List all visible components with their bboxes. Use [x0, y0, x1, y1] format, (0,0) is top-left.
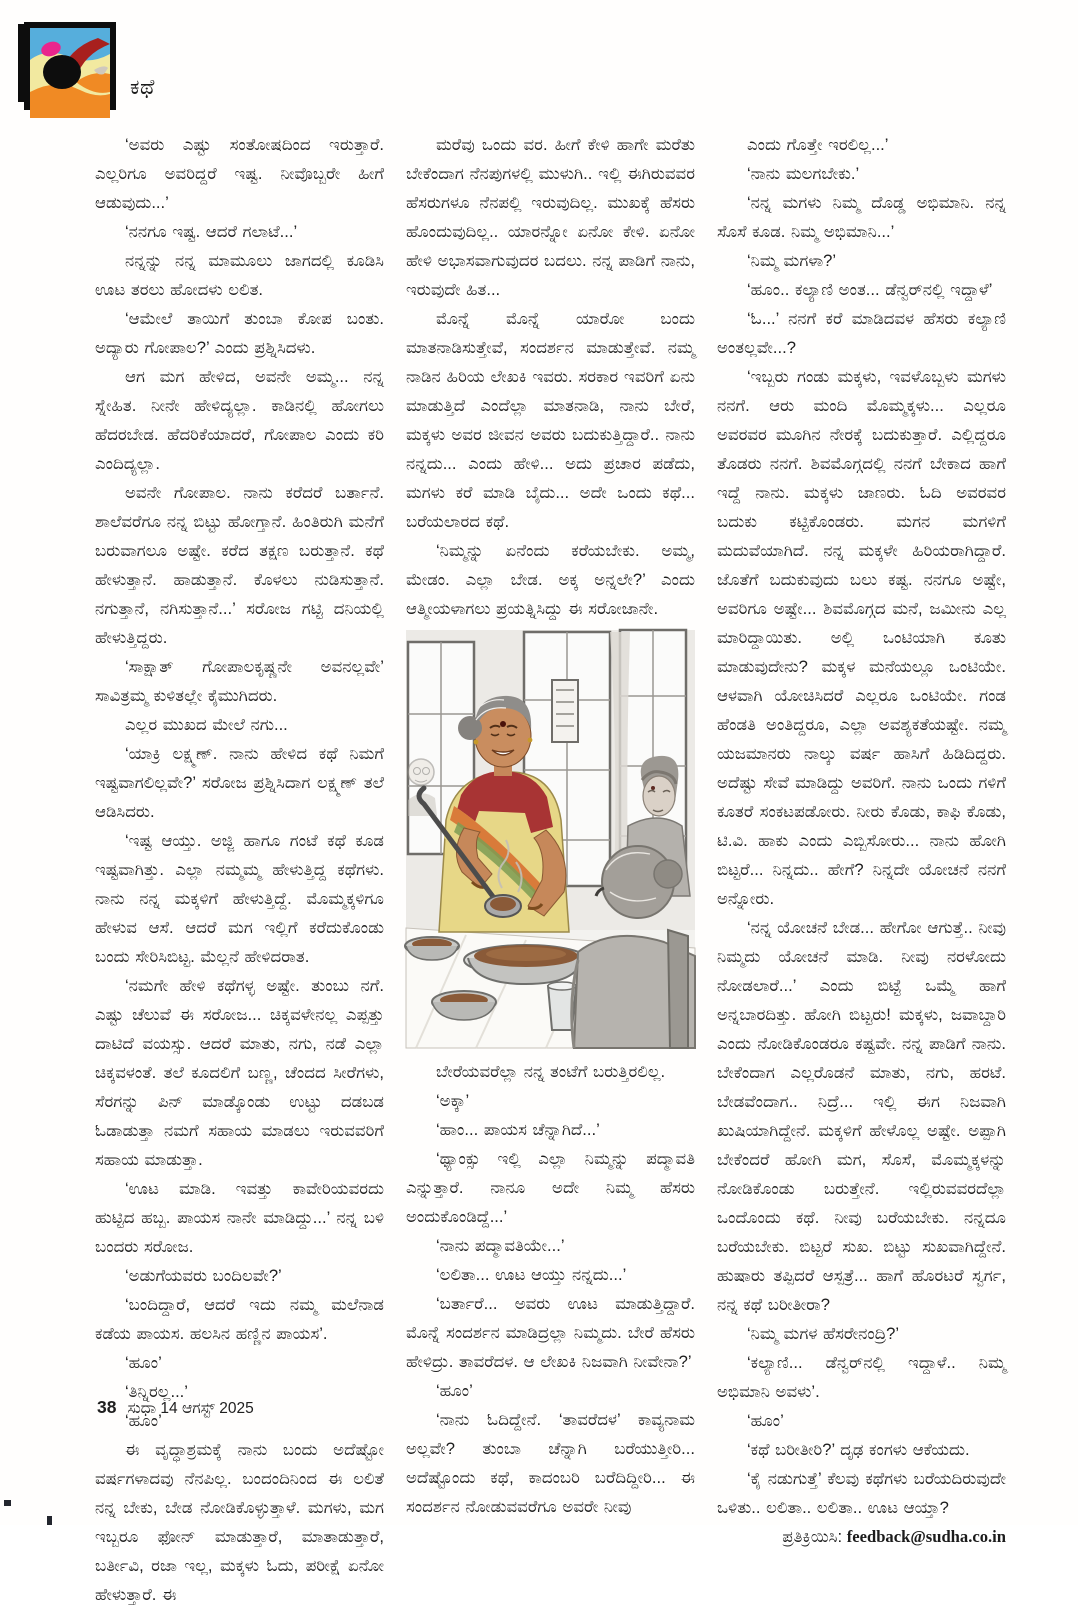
story-paragraph: ಮೊನ್ನೆ ಮೊನ್ನೆ ಯಾರೋ ಬಂದು ಮಾತನಾಡಿಸುತ್ತೇವೆ, ಸಂದರ್ಶನ ಮಾಡುತ್ತೇವೆ. ನಮ್ಮ ನಾಡಿನ ಹಿರಿಯ ಲೇಖಕಿ ಇವರು. ಸರಕಾರ ಇವರಿಗೆ ಏನು ಮಾಡುತ್ತಿದೆ ಎಂದೆಲ್ಲಾ ಮಾತನಾಡಿ, ನಾನು ಬೇರೆ, ಮಕ್ಕಳು ಅವರ ಜೀವನ ಅವರು ಬದುಕುತ್ತಿದ್ದಾರೆ.. ನಾನು ನನ್ನದು... ಎಂದು ಹೇಳಿ... ಅದು ಪ್ರಚಾರ ಪಡೆದು, ಮಗಳು ಕರೆ ಮಾಡಿ ಬೈದು... ಅದೇ ಒಂದು ಕಥೆ... ಬರೆಯಲಾರದ ಕಥೆ. [406, 309, 695, 531]
story-paragraph: ‘ನಿಮ್ಮ ಮಗಳ ಹೆಸರೇನಂದ್ರಿ?’ [747, 1324, 900, 1343]
story-paragraph: ‘ಥ್ಯಾಂಕ್ಸು ಇಲ್ಲಿ ಎಲ್ಲಾ ನಿಮ್ಮನ್ನು ಪದ್ಮಾವತಿ ಎನ್ನುತ್ತಾರೆ. ನಾನೂ ಅದೇ ನಿಮ್ಮ ಹೆಸರು ಅಂದುಕೊಂಡಿದ್ದೆ...’ [406, 1149, 695, 1226]
print-mark [47, 1516, 52, 1525]
abstract-art-logo-icon [18, 22, 128, 126]
story-paragraph: ಅವನೇ ಗೋಪಾಲ. ನಾನು ಕರೆದರೆ ಬರ್ತಾನೆ. ಶಾಲೆವರೆಗೂ ನನ್ನ ಬಿಟ್ಟು ಹೋಗ್ತಾನೆ. ಹಿಂತಿರುಗಿ ಮನೆಗೆ ಬರುವಾಗಲೂ ಅಷ್ಟೇ. ಕರೆದ ತಕ್ಷಣ ಬರುತ್ತಾನೆ. ಕಥೆ ಹೇಳುತ್ತಾನೆ. ಹಾಡುತ್ತಾನೆ. ಕೊಳಲು ನುಡಿಸುತ್ತಾನೆ. ನಗುತ್ತಾನೆ, ನಗಿಸುತ್ತಾನೆ...’ ಸರೋಜ ಗಟ್ಟಿ ದನಿಯಲ್ಲಿ ಹೇಳುತ್ತಿದ್ದರು. [95, 483, 384, 647]
story-paragraph: ‘ಬರ್ತಾರೆ... ಅವರು ಊಟ ಮಾಡುತ್ತಿದ್ದಾರೆ. ಮೊನ್ನೆ ಸಂದರ್ಶನ ಮಾಡಿದ್ರಲ್ಲಾ ನಿಮ್ಮದು. ಬೇರೆ ಹೆಸರು ಹೇಳಿದ್ರು. ತಾವರೆದಳ. ಆ ಲೇಖಕಿ ನಿಜವಾಗಿ ನೀವೇನಾ?’ [406, 1294, 695, 1371]
issue-date: ಸುಧಾ 14 ಆಗಸ್ಟ್ 2025 [127, 1400, 254, 1417]
story-column-3 [717, 130, 1006, 1546]
story-paragraph: ‘ಹಾಂ... ಪಾಯಸ ಚೆನ್ನಾಗಿದೆ...’ [436, 1120, 600, 1139]
page-footer [97, 1397, 254, 1418]
story-paragraph: ‘ಅಡುಗೆಯವರು ಬಂದಿಲವೇ?’ [125, 1266, 282, 1285]
feedback-label: ಪ್ರತಿಕ್ರಿಯಿಸಿ: [782, 1527, 847, 1546]
story-paragraph: ‘ಸಾಕ್ಷಾತ್ ಗೋಪಾಲಕೃಷ್ಣನೇ ಅವನಲ್ಲವೇ’ ಸಾವಿತ್ರಮ್ಮ ಕುಳಿತಲ್ಲೇ ಕೈಮುಗಿದರು. [95, 657, 384, 705]
story-paragraph: ‘ನನ್ನ ಮಗಳು ನಿಮ್ಮ ದೊಡ್ಡ ಅಭಿಮಾನಿ. ನನ್ನ ಸೊಸೆ ಕೂಡ. ನಿಮ್ಮ ಅಭಿಮಾನಿ...’ [717, 193, 1006, 241]
story-paragraph: ‘ನಿಮ್ಮ ಮಗಳಾ?’ [747, 251, 837, 270]
print-mark [4, 1500, 11, 1506]
story-paragraph: ಈ ವೃದ್ಧಾಶ್ರಮಕ್ಕೆ ನಾನು ಬಂದು ಅದೆಷ್ಟೋ ವರ್ಷಗಳಾದವು ನೆನಪಿಲ್ಲ. ಬಂದಂದಿನಿಂದ ಈ ಲಲಿತೆ ನನ್ನ ಬೇಕು, ಬೇಡ ನೋಡಿಕೊಳ್ಳುತ್ತಾಳೆ. ಮಗಳು, ಮಗ ಇಬ್ಬರೂ ಫೋನ್ ಮಾಡುತ್ತಾರೆ, ಮಾತಾಡುತ್ತಾರೆ, ಬರ್ತೀವಿ, ರಜಾ ಇಲ್ಲ, ಮಕ್ಕಳು ಓದು, ಪರೀಕ್ಷೆ ಏನೋ ಹೇಳುತ್ತಾರೆ. ಈ [95, 1440, 384, 1604]
story-paragraph: ‘ಇಷ್ಟ ಆಯ್ತು. ಅಜ್ಜಿ ಹಾಗೂ ಗಂಟೆ ಕಥೆ ಕೂಡ ಇಷ್ಟವಾಗಿತ್ತು. ಎಲ್ಲಾ ನಮ್ಮಮ್ಮ ಹೇಳುತ್ತಿದ್ದ ಕಥೆಗಳು. ನಾನು ನನ್ನ ಮಕ್ಕಳಿಗೆ ಹೇಳುತ್ತಿದ್ದೆ. ಮೊಮ್ಮಕ್ಕಳಿಗೂ ಹೇಳುವ ಆಸೆ. ಆದರೆ ಮಗ ಇಲ್ಲಿಗೆ ಕರೆದುಕೊಂಡು ಬಂದು ಸೇರಿಸಿಬಿಟ್ಟ. ಮೆಲ್ಲನೆ ಹೇಳಿದರಾತ. [95, 831, 384, 966]
page-number: 38 [97, 1397, 117, 1417]
story-paragraph: ‘ಹೂಂ.. ಕಲ್ಯಾಣಿ ಅಂತ... ಡೆನ್ವರ್‌ನಲ್ಲಿ ಇದ್ದಾಳೆ’ [747, 280, 993, 299]
story-paragraph: ‘ಊಟ ಮಾಡಿ. ಇವತ್ತು ಕಾವೇರಿಯವರದು ಹುಟ್ಟಿದ ಹಬ್ಬ. ಪಾಯಸ ನಾನೇ ಮಾಡಿದ್ದು...’ ನನ್ನ ಬಳಿ ಬಂದರು ಸರೋಜ. [95, 1179, 384, 1256]
story-paragraph: ಎಲ್ಲರ ಮುಖದ ಮೇಲೆ ನಗು... [125, 715, 288, 734]
story-paragraph: ‘ನಾನು ಪದ್ಮಾವತಿಯೇ...’ [436, 1236, 565, 1255]
payasa-bowl-left [405, 937, 459, 960]
story-paragraph: ‘ಅವರು ಎಷ್ಟು ಸಂತೋಷದಿಂದ ಇರುತ್ತಾರೆ. ಎಲ್ಲರಿಗೂ ಅವರಿದ್ದರೆ ಇಷ್ಟ. ನೀವೊಬ್ಬರೇ ಹೀಗೆ ಆಡುವುದು...’ [95, 135, 384, 212]
story-paragraph: ‘ಕಥೆ ಬರೀತೀರಿ?’ ದೃಢ ಕಂಗಳು ಆಕೆಯದು. [747, 1440, 970, 1459]
story-paragraph: ‘ಹೂಂ’ [125, 1411, 162, 1430]
story-paragraph: ‘ನಮಗೇ ಹೇಳಿ ಕಥೆಗಳ್ಳ ಅಷ್ಟೇ. ತುಂಬು ನಗೆ. ಎಷ್ಟು ಚೆಲುವೆ ಈ ಸರೋಜ... ಚಿಕ್ಕವಳೇನಲ್ಲ ಎಪ್ಪತ್ತು ದಾಟಿದೆ ವಯಸ್ಸು. ಆದರೆ ಮಾತು, ನಗು, ನಡೆ ಎಲ್ಲಾ ಚಿಕ್ಕವಳಂತೆ. ತಲೆ ಕೂದಲಿಗೆ ಬಣ್ಣ, ಚೆಂದದ ಸೀರೆಗಳು, ಸೆರಗನ್ನು ಪಿನ್ ಮಾಡ್ಕೊಂಡು ಉಟ್ಟು ದಡಬಡ ಓಡಾಡುತ್ತಾ ನಮಗೆ ಸಹಾಯ ಮಾಡಲು ಇರುವವರಿಗೆ ಸಹಾಯ ಮಾಡುತ್ತಾ. [95, 976, 384, 1169]
feedback-line [717, 1522, 1006, 1551]
story-paragraph: ‘ಆಮೇಲೆ ತಾಯಿಗೆ ತುಂಬಾ ಕೋಪ ಬಂತು. ಅದ್ಯಾರು ಗೋಪಾಲ?’ ಎಂದು ಪ್ರಶ್ನಿಸಿದಳು. [95, 309, 384, 357]
story-paragraph: ನನ್ನನ್ನು ನನ್ನ ಮಾಮೂಲು ಜಾಗದಲ್ಲಿ ಕೂಡಿಸಿ ಊಟ ತರಲು ಹೋದಳು ಲಲಿತ. [95, 251, 384, 299]
story-paragraph: ‘ಲಲಿತಾ... ಊಟ ಆಯ್ತು ನನ್ನದು...’ [436, 1265, 627, 1284]
story-paragraph: ‘ತಿನ್ನಿರಲ್ಲ...’ [125, 1382, 188, 1401]
story-paragraph: ‘ಓ...’ ನನಗೆ ಕರೆ ಮಾಡಿದವಳ ಹೆಸರು ಕಲ್ಯಾಣಿ ಅಂತಲ್ಲವೇ...? [717, 309, 1006, 357]
story-paragraph: ಆಗ ಮಗ ಹೇಳಿದ, ಅವನೇ ಅಮ್ಮ... ನನ್ನ ಸ್ನೇಹಿತ. ನೀನೇ ಹೇಳಿದ್ಯಲ್ಲಾ. ಕಾಡಿನಲ್ಲಿ ಹೋಗಲು ಹೆದರಬೇಡ. ಹೆದರಿಕೆಯಾದರೆ, ಗೋಪಾಲ ಎಂದು ಕರಿ ಎಂದಿದ್ಯಲ್ಲಾ. [95, 367, 384, 473]
story-paragraph: ‘ನಾನು ಮಲಗಬೇಕು.’ [747, 164, 860, 183]
story-paragraph: ‘ಹೂಂ’ [747, 1411, 784, 1430]
story-paragraph: ‘ಕಲ್ಯಾಣಿ... ಡೆನ್ವರ್‌ನಲ್ಲಿ ಇದ್ದಾಳೆ.. ನಿಮ್ಮ ಅಭಿಮಾನಿ ಅವಳು’. [717, 1353, 1006, 1401]
story-paragraph: ‘ಅಕ್ಕಾ’ [436, 1091, 470, 1110]
story-paragraph: ‘ನಾನು ಓದಿದ್ದೇನೆ. ‘ತಾವರೆದಳ’ ಕಾವ್ಯನಾಮ ಅಲ್ಲವೇ? ತುಂಬಾ ಚೆನ್ನಾಗಿ ಬರೆಯುತ್ತೀರಿ... ಅದೆಷ್ಟೊಂದು ಕಥೆ, ಕಾದಂಬರಿ ಬರೆದಿದ್ದೀರಿ... ಈ ಸಂದರ್ಶನ ನೋಡುವವರೆಗೂ ಅವರೇ ನೀವು [406, 1410, 695, 1516]
story-paragraph: ‘ಇಬ್ಬರು ಗಂಡು ಮಕ್ಕಳು, ಇವಳೊಬ್ಬಳು ಮಗಳು ನನಗೆ. ಆರು ಮಂದಿ ಮೊಮ್ಮಕ್ಕಳು... ಎಲ್ಲರೂ ಅವರವರ ಮೂಗಿನ ನೇರಕ್ಕೆ ಬದುಕುತ್ತಾರೆ. ಎಲ್ಲಿದ್ದರೂ ತೊಡರು ನನಗೆ. ಶಿವಮೊಗ್ಗದಲ್ಲಿ ನನಗೆ ಬೇಕಾದ ಹಾಗೆ ಇದ್ದೆ ನಾನು. ಮಕ್ಕಳು ಜಾಣರು. ಓದಿ ಅವರವರ ಬದುಕು ಕಟ್ಟಿಕೊಂಡರು. ಮಗನ ಮಗಳಿಗೆ ಮದುವೆಯಾಗಿದೆ. ನನ್ನ ಮಕ್ಕಳೇ ಹಿರಿಯರಾಗಿದ್ದಾರೆ. ಜೊತೆಗೆ ಬದುಕುವುದು ಬಲು ಕಷ್ಟ. ನನಗೂ ಅಷ್ಟೇ, ಅವರಿಗೂ ಅಷ್ಟೇ... ಶಿವಮೊಗ್ಗದ ಮನೆ, ಜಮೀನು ಎಲ್ಲ ಮಾರಿದ್ದಾಯಿತು. ಅಲ್ಲಿ ಒಂಟಿಯಾಗಿ ಕೂತು ಮಾಡುವುದೇನು? ಮಕ್ಕಳ ಮನೆಯಲ್ಲೂ ಒಂಟಿಯೇ. ಆಳವಾಗಿ ಯೋಚಿಸಿದರೆ ಎಲ್ಲರೂ ಒಂಟಿಯೇ. ಗಂಡ ಹೆಂಡತಿ ಅಂತಿದ್ದರೂ, ಎಲ್ಲಾ ಅವಶ್ಯಕತೆಯಷ್ಟೇ. ನಮ್ಮ ಯಜಮಾನರು ನಾಲ್ಕು ವರ್ಷ ಹಾಸಿಗೆ ಹಿಡಿದಿದ್ದರು. ಅದೆಷ್ಟು ಸೇವೆ ಮಾಡಿದ್ದು ಅವರಿಗೆ. ನಾನು ಒಂದು ಗಳಿಗೆ ಕೂತರೆ ಸಂಕಟಪಡೋರು. ನೀರು ಕೊಡು, ಕಾಫಿ ಕೊಡು, ಟಿ.ವಿ. ಹಾಕು ಎಂದು ಎಬ್ಬಿಸೋರು... ನಾನು ಹೋಗಿ ಬಿಟ್ಟರೆ... ನಿನ್ನದು.. ಹೇಗೆ? ನಿನ್ನದೇ ಯೋಚನೆ ನನಗೆ ಅನ್ನೋರು. [717, 367, 1006, 908]
story-paragraph: ‘ಹೂಂ’ [436, 1381, 473, 1400]
story-paragraph: ‘ನನ್ನ ಯೋಚನೆ ಬೇಡ... ಹೇಗೋ ಆಗುತ್ತೆ.. ನೀವು ನಿಮ್ಮದು ಯೋಚನೆ ಮಾಡಿ. ನೀವು ನರಳೋದು ನೋಡಲಾರೆ...’ ಎಂದು ಬಿಟ್ಟೆ ಒಮ್ಮೆ ಹಾಗೆ ಅನ್ನಬಾರದಿತ್ತು. ಹೋಗಿ ಬಿಟ್ಟರು! ಮಕ್ಕಳು, ಜವಾಬ್ದಾರಿ ಎಂದು ನೋಡಿಕೊಂಡರೂ ಕಷ್ಟವೇ. ನನ್ನ ಪಾಡಿಗೆ ನಾನು. ಬೇಕೆಂದಾಗ ಎಲ್ಲರೊಡನೆ ಮಾತು, ನಗು, ಹರಟೆ. ಬೇಡವೆಂದಾಗ.. ನಿದ್ರೆ... ಇಲ್ಲಿ ಈಗ ನಿಜವಾಗಿ ಖುಷಿಯಾಗಿದ್ದೇನೆ. ಮಕ್ಕಳಿಗೆ ಹೇಳೊಲ್ಲ ಅಷ್ಟೇ. ಅಪ್ಪಾಗಿ ಬೇಕೆಂದರೆ ಹೋಗಿ ಮಗ, ಸೊಸೆ, ಮೊಮ್ಮಕ್ಕಳನ್ನು ನೋಡಿಕೊಂಡು ಬರುತ್ತೇನೆ. ಇಲ್ಲಿರುವವರದೆಲ್ಲಾ ಒಂದೊಂದು ಕಥೆ. ನೀವು ಬರೆಯಬೇಕು. ನನ್ನದೂ ಬರೆಯಬೇಕು. ಬಿಟ್ಟರೆ ಸುಖ. ಬಿಟ್ಟು ಸುಖವಾಗಿದ್ದೇನೆ. ಹುಷಾರು ತಪ್ಪಿದರೆ ಆಸ್ಪತ್ರೆ... ಹಾಗೆ ಹೊರಟರೆ ಸ್ವರ್ಗ, ನನ್ನ ಕಥೆ ಬರೀತೀರಾ? [717, 918, 1006, 1314]
wall-poster [552, 680, 578, 742]
story-column-2 [406, 130, 695, 1516]
story-paragraph: ಎಂದು ಗೊತ್ತೇ ಇರಲಿಲ್ಲ...’ [747, 135, 889, 154]
story-paragraph: ‘ಬಂದಿದ್ದಾರೆ, ಆದರೆ ಇದು ನಮ್ಮ ಮಲೆನಾಡ ಕಡೆಯ ಪಾಯಸ. ಹಲಸಿನ ಹಣ್ಣಿನ ಪಾಯಸ’. [95, 1295, 384, 1343]
story-paragraph: ಬೇರೆಯವರೆಲ್ಲಾ ನನ್ನ ತಂಟೆಗೆ ಬರುತ್ತಿರಲಿಲ್ಲ. [436, 1062, 666, 1081]
story-paragraph: ‘ಯಾಕ್ರಿ ಲಕ್ಷ್ಮಣ್. ನಾನು ಹೇಳಿದ ಕಥೆ ನಿಮಗೆ ಇಷ್ಟವಾಗಲಿಲ್ಲವೇ?’ ಸರೋಜ ಪ್ರಶ್ನಿಸಿದಾಗ ಲಕ್ಷ್ಮಣ್ ತಲೆ ಆಡಿಸಿದರು. [95, 744, 384, 821]
feedback-email[interactable]: feedback@sudha.co.in [846, 1527, 1006, 1546]
story-paragraph: ಮರೆವು ಒಂದು ವರ. ಹೀಗೆ ಕೇಳಿ ಹಾಗೇ ಮರೆತು ಬೇಕೆಂದಾಗ ನೆನಪುಗಳಲ್ಲಿ ಮುಳುಗಿ.. ಇಲ್ಲಿ ಈಗಿರುವವರ ಹೆಸರುಗಳೂ ನೆನಪಲ್ಲಿ ಇರುವುದಿಲ್ಲ. ಮುಖಕ್ಕೆ ಹೆಸರು ಹೊಂದುವುದಿಲ್ಲ.. ಯಾರನ್ನೋ ಏನೋ ಕೇಳಿ. ಏನೋ ಹೇಳಿ ಅಭಾಸವಾಗುವುದರ ಬದಲು. ನನ್ನ ಪಾಡಿಗೆ ನಾನು, ಇರುವುದೇ ಹಿತ... [406, 135, 695, 299]
story-paragraph: ‘ಕೈ ನಡುಗುತ್ತೆ’ ಕೆಲವು ಕಥೆಗಳು ಬರೆಯದಿರುವುದೇ ಒಳಿತು.. ಲಲಿತಾ.. ಲಲಿತಾ.. ಊಟ ಆಯ್ತಾ? [717, 1469, 1006, 1517]
story-section-logo [18, 22, 128, 126]
story-paragraph: ‘ನನಗೂ ಇಷ್ಟ. ಆದರೆ ಗಲಾಟೆ...’ [125, 222, 298, 241]
story-illustration [406, 630, 695, 1048]
story-paragraph: ‘ನಿಮ್ಮನ್ನು ಏನೆಂದು ಕರೆಯಬೇಕು. ಅಮ್ಮ, ಮೇಡಂ. ಎಲ್ಲಾ ಬೇಡ. ಅಕ್ಕ ಅನ್ನಲೇ?’ ಎಂದು ಆತ್ಮೀಯಳಾಗಲು ಪ್ರಯತ್ನಿಸಿದ್ದು ಈ ಸರೋಜಾನೇ. [406, 541, 695, 618]
section-title: ಕಥೆ [130, 76, 155, 99]
story-paragraph: ‘ಹೂಂ’ [125, 1353, 162, 1372]
